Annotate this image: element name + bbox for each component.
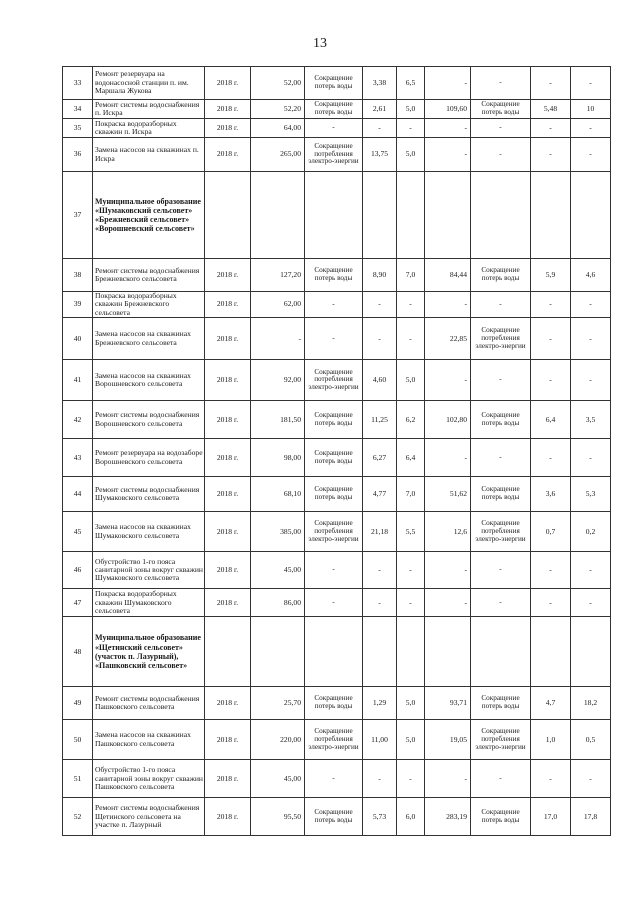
cost-cell: 92,00 [251, 360, 305, 401]
value-cell: - [425, 552, 471, 589]
row-number: 48 [63, 617, 93, 687]
value-cell: - [363, 318, 397, 360]
value-cell: - [425, 589, 471, 617]
effect-cell: Сокращение потерь воды [305, 259, 363, 292]
effect-cell [305, 617, 363, 687]
value-cell: - [397, 119, 425, 138]
effect-cell: Сокращение потерь воды [471, 401, 531, 439]
table-row [63, 589, 611, 617]
value-cell: - [425, 360, 471, 401]
value-cell: 19,05 [425, 720, 471, 760]
measure-name: Ремонт резервуара на водозаборе Ворошневского сельсовета [93, 439, 205, 477]
value-cell: 51,62 [425, 477, 471, 512]
value-cell: 5,73 [363, 798, 397, 836]
value-cell: - [425, 292, 471, 318]
measure-name: Покраска водоразборных скважин Шумаковского сельсовета [93, 589, 205, 617]
measure-name: Обустройство 1-го пояса санитарной зоны вокруг скважин Шумаковского сельсовета [93, 552, 205, 589]
value-cell: 5,5 [397, 512, 425, 552]
value-cell: - [571, 439, 611, 477]
value-cell: - [363, 589, 397, 617]
row-number: 51 [63, 760, 93, 798]
effect-cell: Сокращение потребления электро-энергии [305, 360, 363, 401]
value-cell: 6,5 [397, 67, 425, 100]
row-number: 37 [63, 172, 93, 259]
year-cell: 2018 г. [205, 259, 251, 292]
table-row [63, 512, 611, 552]
effect-cell: - [305, 292, 363, 318]
effect-cell: Сокращение потребления электро-энергии [305, 720, 363, 760]
measure-name: Ремонт системы водоснабжения Ворошневского сельсовета [93, 401, 205, 439]
value-cell: 1,29 [363, 687, 397, 720]
value-cell: - [397, 760, 425, 798]
year-cell: 2018 г. [205, 512, 251, 552]
value-cell: 6,2 [397, 401, 425, 439]
cost-cell: 52,20 [251, 100, 305, 119]
cost-cell [251, 617, 305, 687]
value-cell: 22,85 [425, 318, 471, 360]
value-cell: 13,75 [363, 138, 397, 172]
row-number: 44 [63, 477, 93, 512]
value-cell: 7,0 [397, 477, 425, 512]
value-cell: - [531, 318, 571, 360]
value-cell: - [363, 119, 397, 138]
row-number: 41 [63, 360, 93, 401]
effect-cell: - [471, 439, 531, 477]
year-cell: 2018 г. [205, 552, 251, 589]
value-cell: 17,8 [571, 798, 611, 836]
measure-name: Ремонт резервуара на водонасосной станции п. им. Маршала Жукова [93, 67, 205, 100]
value-cell: 17,0 [531, 798, 571, 836]
value-cell: - [397, 589, 425, 617]
row-number: 52 [63, 798, 93, 836]
measure-name: Замена насосов на скважинах Брежневского сельсовета [93, 318, 205, 360]
effect-cell: Сокращение потерь воды [305, 401, 363, 439]
row-number: 49 [63, 687, 93, 720]
value-cell: 5,3 [571, 477, 611, 512]
value-cell [397, 617, 425, 687]
year-cell: 2018 г. [205, 798, 251, 836]
value-cell: - [531, 589, 571, 617]
value-cell: 5,48 [531, 100, 571, 119]
effect-cell: - [471, 292, 531, 318]
value-cell: - [363, 292, 397, 318]
row-number: 36 [63, 138, 93, 172]
year-cell: 2018 г. [205, 138, 251, 172]
year-cell: 2018 г. [205, 360, 251, 401]
value-cell [425, 617, 471, 687]
value-cell: - [571, 760, 611, 798]
year-cell: 2018 г. [205, 67, 251, 100]
value-cell: 7,0 [397, 259, 425, 292]
value-cell: 102,80 [425, 401, 471, 439]
measure-name: Ремонт системы водоснабжения Пашковского сельсовета [93, 687, 205, 720]
effect-cell: Сокращение потребления электро-энергии [471, 512, 531, 552]
value-cell: 3,38 [363, 67, 397, 100]
value-cell: - [571, 552, 611, 589]
cost-cell: 25,70 [251, 687, 305, 720]
row-number: 35 [63, 119, 93, 138]
value-cell: - [571, 292, 611, 318]
row-number: 39 [63, 292, 93, 318]
page-number: 13 [313, 36, 327, 51]
value-cell [425, 172, 471, 259]
value-cell: 4,7 [531, 687, 571, 720]
value-cell: - [425, 760, 471, 798]
value-cell: - [363, 552, 397, 589]
cost-cell: 45,00 [251, 760, 305, 798]
value-cell: 5,0 [397, 687, 425, 720]
value-cell: - [571, 138, 611, 172]
value-cell: 3,6 [531, 477, 571, 512]
value-cell: - [425, 138, 471, 172]
measure-name: Муниципальное образование «Шумаковский сельсовет» «Брежневский сельсовет» «Ворошневский сельсовет» [93, 172, 205, 259]
measure-name: Покраска водоразборных скважин Брежневского сельсовета [93, 292, 205, 318]
value-cell: - [571, 360, 611, 401]
cost-cell: 62,00 [251, 292, 305, 318]
year-cell [205, 172, 251, 259]
value-cell [397, 172, 425, 259]
cost-cell: 95,50 [251, 798, 305, 836]
table-body [63, 67, 611, 836]
effect-cell: - [471, 760, 531, 798]
value-cell: 93,71 [425, 687, 471, 720]
year-cell: 2018 г. [205, 760, 251, 798]
measure-name: Ремонт системы водоснабжения Брежневского сельсовета [93, 259, 205, 292]
effect-cell: Сокращение потерь воды [305, 100, 363, 119]
year-cell: 2018 г. [205, 687, 251, 720]
measure-name: Покраска водоразборных скважин п. Искра [93, 119, 205, 138]
year-cell: 2018 г. [205, 318, 251, 360]
value-cell [531, 172, 571, 259]
value-cell: 5,9 [531, 259, 571, 292]
table-row [63, 67, 611, 100]
effect-cell: - [305, 589, 363, 617]
effect-cell: - [305, 119, 363, 138]
cost-cell: 265,00 [251, 138, 305, 172]
cost-cell: 181,50 [251, 401, 305, 439]
row-number: 47 [63, 589, 93, 617]
year-cell: 2018 г. [205, 720, 251, 760]
row-number: 50 [63, 720, 93, 760]
value-cell: - [531, 292, 571, 318]
cost-cell: - [251, 318, 305, 360]
value-cell: - [571, 318, 611, 360]
measures-table [62, 66, 611, 836]
table-row [63, 439, 611, 477]
year-cell: 2018 г. [205, 119, 251, 138]
value-cell: 6,27 [363, 439, 397, 477]
value-cell: 18,2 [571, 687, 611, 720]
table-row [63, 477, 611, 512]
measure-name: Замена насосов на скважинах Пашковского сельсовета [93, 720, 205, 760]
value-cell: - [397, 318, 425, 360]
effect-cell [305, 172, 363, 259]
value-cell [363, 172, 397, 259]
value-cell: 0,2 [571, 512, 611, 552]
measure-name: Замена насосов на скважинах п. Искра [93, 138, 205, 172]
value-cell: 11,00 [363, 720, 397, 760]
effect-cell: Сокращение потерь воды [471, 100, 531, 119]
effect-cell: Сокращение потребления электро-энергии [471, 318, 531, 360]
cost-cell: 98,00 [251, 439, 305, 477]
measure-name: Замена насосов на скважинах Ворошневского сельсовета [93, 360, 205, 401]
table-row [63, 360, 611, 401]
row-number: 45 [63, 512, 93, 552]
cost-cell: 64,00 [251, 119, 305, 138]
effect-cell: Сокращение потерь воды [471, 477, 531, 512]
table-row [63, 760, 611, 798]
value-cell: 12,6 [425, 512, 471, 552]
effect-cell: - [471, 138, 531, 172]
effect-cell: - [471, 67, 531, 100]
year-cell [205, 617, 251, 687]
year-cell: 2018 г. [205, 100, 251, 119]
value-cell: - [531, 67, 571, 100]
cost-cell: 220,00 [251, 720, 305, 760]
effect-cell: - [305, 552, 363, 589]
value-cell [363, 617, 397, 687]
measure-name: Муниципальное образование «Щетинский сельсовет» (участок п. Лазурный), «Пашковский сельсовет» [93, 617, 205, 687]
effect-cell: Сокращение потребления электро-энергии [471, 720, 531, 760]
value-cell: 0,5 [571, 720, 611, 760]
cost-cell: 45,00 [251, 552, 305, 589]
measure-name: Ремонт системы водоснабжения п. Искра [93, 100, 205, 119]
year-cell: 2018 г. [205, 439, 251, 477]
row-number: 42 [63, 401, 93, 439]
value-cell: 4,77 [363, 477, 397, 512]
value-cell: - [571, 119, 611, 138]
value-cell [531, 617, 571, 687]
effect-cell [471, 172, 531, 259]
value-cell: - [425, 439, 471, 477]
value-cell: 2,61 [363, 100, 397, 119]
value-cell: 1,0 [531, 720, 571, 760]
cost-cell: 385,00 [251, 512, 305, 552]
value-cell: 0,7 [531, 512, 571, 552]
effect-cell: Сокращение потерь воды [305, 687, 363, 720]
effect-cell: Сокращение потерь воды [305, 477, 363, 512]
effect-cell: Сокращение потерь воды [305, 67, 363, 100]
year-cell: 2018 г. [205, 589, 251, 617]
cost-cell: 86,00 [251, 589, 305, 617]
row-number: 33 [63, 67, 93, 100]
value-cell: 10 [571, 100, 611, 119]
row-number: 40 [63, 318, 93, 360]
value-cell [571, 172, 611, 259]
value-cell: - [425, 119, 471, 138]
effect-cell: - [471, 360, 531, 401]
table-row [63, 292, 611, 318]
measure-name: Ремонт системы водоснабжения Шумаковского сельсовета [93, 477, 205, 512]
cost-cell: 52,00 [251, 67, 305, 100]
effect-cell: Сокращение потребления электро-энергии [305, 512, 363, 552]
effect-cell: Сокращение потерь воды [305, 798, 363, 836]
value-cell: 11,25 [363, 401, 397, 439]
table-row [63, 720, 611, 760]
value-cell: 109,60 [425, 100, 471, 119]
table-row [63, 119, 611, 138]
cost-cell [251, 172, 305, 259]
value-cell: - [397, 292, 425, 318]
table-row [63, 401, 611, 439]
value-cell: 6,0 [397, 798, 425, 836]
effect-cell: Сокращение потерь воды [471, 798, 531, 836]
value-cell: - [531, 360, 571, 401]
effect-cell: Сокращение потерь воды [471, 687, 531, 720]
table-row [63, 172, 611, 259]
value-cell: - [397, 552, 425, 589]
value-cell: 283,19 [425, 798, 471, 836]
row-number: 34 [63, 100, 93, 119]
value-cell: - [531, 439, 571, 477]
effect-cell: - [471, 589, 531, 617]
value-cell: - [531, 760, 571, 798]
table-row [63, 552, 611, 589]
table-row [63, 798, 611, 836]
value-cell: 5,0 [397, 100, 425, 119]
cost-cell: 68,10 [251, 477, 305, 512]
cost-cell: 127,20 [251, 259, 305, 292]
value-cell: 8,90 [363, 259, 397, 292]
value-cell: 21,18 [363, 512, 397, 552]
table-row [63, 100, 611, 119]
value-cell: 4,6 [571, 259, 611, 292]
value-cell: - [363, 760, 397, 798]
value-cell: - [571, 67, 611, 100]
row-number: 46 [63, 552, 93, 589]
value-cell: 5,0 [397, 138, 425, 172]
value-cell: 84,44 [425, 259, 471, 292]
value-cell: - [425, 67, 471, 100]
table-row [63, 318, 611, 360]
effect-cell: - [305, 760, 363, 798]
value-cell: - [531, 138, 571, 172]
value-cell [571, 617, 611, 687]
year-cell: 2018 г. [205, 401, 251, 439]
row-number: 43 [63, 439, 93, 477]
year-cell: 2018 г. [205, 477, 251, 512]
table-row [63, 687, 611, 720]
effect-cell: - [471, 119, 531, 138]
table-row [63, 138, 611, 172]
measure-name: Ремонт системы водоснабжения Щетинского сельсовета на участке п. Лазурный [93, 798, 205, 836]
effect-cell: Сокращение потерь воды [305, 439, 363, 477]
value-cell: 3,5 [571, 401, 611, 439]
value-cell: - [571, 589, 611, 617]
table-row [63, 259, 611, 292]
value-cell: 5,0 [397, 360, 425, 401]
effect-cell: Сокращение потребления электро-энергии [305, 138, 363, 172]
effect-cell: - [471, 552, 531, 589]
year-cell: 2018 г. [205, 292, 251, 318]
measure-name: Обустройство 1-го пояса санитарной зоны вокруг скважин Пашковского сельсовета [93, 760, 205, 798]
effect-cell: - [305, 318, 363, 360]
effect-cell [471, 617, 531, 687]
value-cell: - [531, 552, 571, 589]
value-cell: 6,4 [397, 439, 425, 477]
value-cell: - [531, 119, 571, 138]
value-cell: 5,0 [397, 720, 425, 760]
value-cell: 4,60 [363, 360, 397, 401]
measure-name: Замена насосов на скважинах Шумаковского сельсовета [93, 512, 205, 552]
value-cell: 6,4 [531, 401, 571, 439]
table-row [63, 617, 611, 687]
effect-cell: Сокращение потерь воды [471, 259, 531, 292]
row-number: 38 [63, 259, 93, 292]
